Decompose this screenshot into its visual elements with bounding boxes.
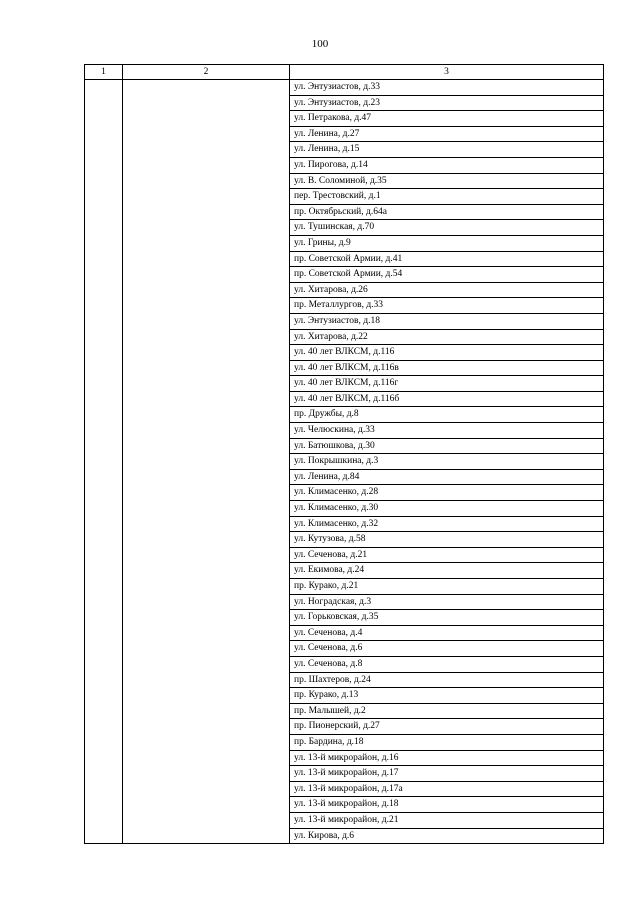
address-cell: ул. Тушинская, д.70 [290,220,604,236]
address-cell: ул. 13-й микрорайон, д.17а [290,781,604,797]
column-header-2: 2 [123,65,290,80]
address-cell: ул. 40 лет ВЛКСМ, д.116б [290,391,604,407]
column-2-cell [123,80,290,844]
address-cell: ул. Энтузиастов, д.33 [290,80,604,96]
table-header [85,65,604,80]
address-cell: ул. В. Соломиной, д.35 [290,173,604,189]
address-cell: ул. 40 лет ВЛКСМ, д.116в [290,360,604,376]
address-cell: ул. 40 лет ВЛКСМ, д.116г [290,376,604,392]
column-header-3: 3 [290,65,604,80]
address-cell: ул. Кутузова, д.58 [290,532,604,548]
address-cell: пр. Октябрьский, д.64а [290,204,604,220]
address-cell: пр. Советской Армии, д.54 [290,267,604,283]
column-header-1: 1 [85,65,123,80]
address-cell: ул. Сеченова, д.4 [290,625,604,641]
address-cell: пр. Курако, д.13 [290,688,604,704]
address-cell: ул. Сеченова, д.8 [290,656,604,672]
address-cell: ул. Покрышкина, д.3 [290,454,604,470]
address-cell: ул. Энтузиастов, д.23 [290,95,604,111]
address-cell: ул. Ленина, д.27 [290,126,604,142]
address-table [84,64,604,844]
address-cell: ул. Ноградская, д.3 [290,594,604,610]
column-1-cell [85,80,123,844]
address-cell: ул. Климасенко, д.28 [290,485,604,501]
table-row [85,80,604,96]
address-cell: ул. Сеченова, д.21 [290,547,604,563]
address-cell: ул. 13-й микрорайон, д.16 [290,750,604,766]
address-cell: ул. Горьковская, д.35 [290,610,604,626]
address-cell: пр. Советской Армии, д.41 [290,251,604,267]
address-cell: ул. Кирова, д.6 [290,828,604,844]
address-cell: пр. Металлургов, д.33 [290,298,604,314]
address-cell: ул. Сеченова, д.6 [290,641,604,657]
address-cell: ул. 13-й микрорайон, д.17 [290,766,604,782]
address-cell: ул. Хитарова, д.26 [290,282,604,298]
address-cell: ул. Хитарова, д.22 [290,329,604,345]
address-cell: ул. Батюшкова, д.30 [290,438,604,454]
address-cell: ул. Ленина, д.15 [290,142,604,158]
address-cell: ул. 13-й микрорайон, д.21 [290,812,604,828]
table-body [85,80,604,844]
header-row [85,65,604,80]
address-cell: ул. Энтузиастов, д.18 [290,313,604,329]
page-number: 100 [311,38,329,50]
address-cell: ул. 13-й микрорайон, д.18 [290,797,604,813]
address-cell: ул. Челюскина, д.33 [290,423,604,439]
address-cell: ул. Ленина, д.84 [290,469,604,485]
address-cell: пр. Пионерский, д.27 [290,719,604,735]
address-cell: пр. Шахтеров, д.24 [290,672,604,688]
address-cell: ул. 40 лет ВЛКСМ, д.116 [290,345,604,361]
address-cell: ул. Петракова, д.47 [290,111,604,127]
address-cell: пр. Дружбы, д.8 [290,407,604,423]
address-cell: пр. Бардина, д.18 [290,734,604,750]
address-cell: пер. Трестовский, д.1 [290,189,604,205]
address-cell: пр. Курако, д.21 [290,579,604,595]
address-cell: ул. Грины, д.9 [290,235,604,251]
address-cell: ул. Екимова, д.24 [290,563,604,579]
address-cell: пр. Малышей, д.2 [290,703,604,719]
address-cell: ул. Климасенко, д.30 [290,501,604,517]
address-cell: ул. Климасенко, д.32 [290,516,604,532]
address-cell: ул. Пирогова, д.14 [290,157,604,173]
